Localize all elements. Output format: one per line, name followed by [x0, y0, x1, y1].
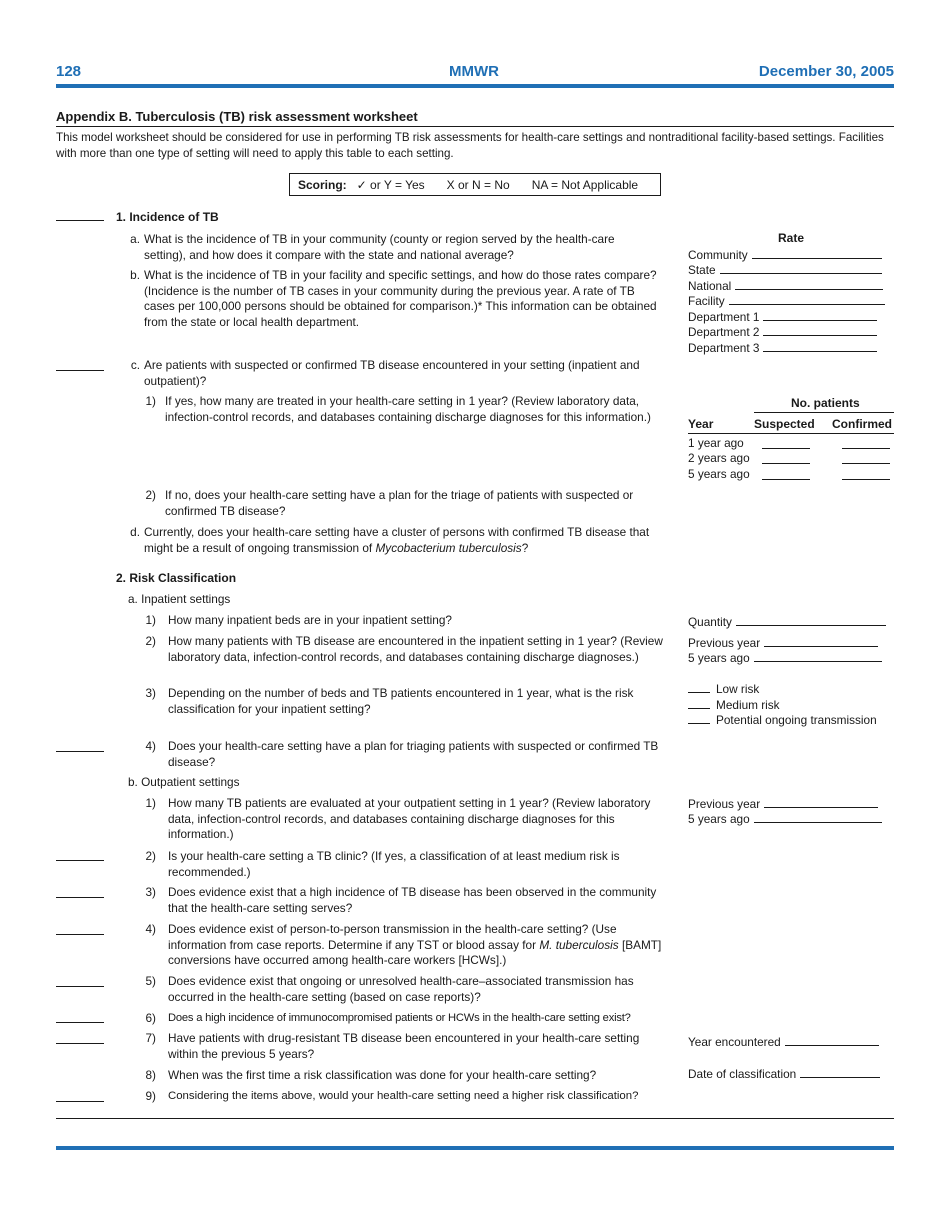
risk-check-blank[interactable]	[688, 697, 710, 709]
scoring-na: NA = Not Applicable	[531, 178, 639, 192]
date-classification-row	[688, 1066, 880, 1083]
rate-label: Department 3	[688, 341, 760, 355]
answer-blank-q2b2[interactable]	[56, 860, 104, 861]
q2b1-number: 1)	[145, 796, 156, 810]
answer-blank-q2b4[interactable]	[56, 934, 104, 935]
q2a3-text: Depending on the number of beds and TB patients encountered in 1 year, what is the risk classification for your inpatient setting?	[168, 686, 634, 716]
confirmed-blank[interactable]	[842, 448, 890, 449]
q1d-text-italic: Mycobacterium tuberculosis	[375, 540, 522, 555]
patients-header-rule	[754, 412, 894, 413]
quantity-label: Quantity	[688, 615, 732, 629]
q2b4-text	[168, 922, 663, 969]
risk-low-label: Low risk	[716, 682, 760, 696]
q2b9-text: Considering the items above, would your health-care setting need a higher risk classification?	[168, 1090, 639, 1102]
q2a3-number: 3)	[145, 686, 156, 700]
q1d-text-pre: Currently, does your health-care setting have a cluster of persons with confirmed TB disease that might be a result of ongoing transmission of	[144, 525, 650, 555]
five-years-blank-2[interactable]	[754, 811, 882, 823]
patients-title: No. patients	[791, 396, 860, 410]
rate-blank[interactable]	[729, 293, 885, 305]
prev-year-blank[interactable]	[764, 635, 878, 647]
q1c-text: Are patients with suspected or confirmed TB disease encountered in your setting (inpatient and outpatient)?	[144, 358, 640, 388]
q2b4-text-italic: M. tuberculosis	[539, 937, 619, 952]
five-years-row-2	[688, 811, 882, 828]
risk-option	[688, 712, 877, 729]
confirmed-blank[interactable]	[842, 463, 890, 464]
q1c2-text: If no, does your health-care setting have a plan for the triage of patients with suspected or confirmed TB disease?	[165, 488, 634, 518]
rate-blank[interactable]	[720, 262, 882, 274]
year-encountered-row	[688, 1034, 879, 1051]
q2b2-number: 2)	[145, 849, 156, 863]
scoring-label: Scoring:	[298, 178, 347, 192]
suspected-blank[interactable]	[762, 479, 810, 480]
intro-text: This model worksheet should be considered for use in performing TB risk assessments for health-care settings and nontraditional facility-based settings. Facilities with more than one type of setting will need to apply this table to each setting.	[56, 131, 884, 160]
q2b2-text: Is your health-care setting a TB clinic? (If yes, a classification of at least medium risk is recommended.)	[168, 849, 620, 879]
header-rule	[56, 84, 894, 88]
risk-option	[688, 681, 759, 698]
q2a4-text: Does your health-care setting have a plan for triaging patients with suspected or confirmed TB disease?	[168, 739, 659, 769]
q1a-number: a.	[130, 232, 140, 246]
confirmed-blank[interactable]	[842, 479, 890, 480]
prev-year-label-2: Previous year	[688, 797, 761, 811]
year-label: 2 years ago	[688, 451, 750, 465]
q2b1-text: How many TB patients are evaluated at your outpatient setting in 1 year? (Review laboratory data, infection-control records, and databases containing discharge diagnoses for this information.)	[168, 796, 651, 842]
answer-blank-s1[interactable]	[56, 220, 104, 221]
prev-year-blank-2[interactable]	[764, 796, 878, 808]
q2a1-number: 1)	[145, 613, 156, 627]
rate-row	[688, 324, 877, 341]
footer-rule	[56, 1118, 894, 1119]
page-number: 128	[56, 63, 82, 80]
prev-year-label: Previous year	[688, 636, 761, 650]
q1d-text-post: ?	[521, 540, 529, 555]
q2b4-number: 4)	[145, 922, 156, 936]
q2b9-number: 9)	[145, 1089, 156, 1103]
q2b6-number: 6)	[145, 1011, 156, 1025]
rate-row	[688, 262, 882, 279]
five-years-label-2: 5 years ago	[688, 812, 750, 826]
rate-blank[interactable]	[763, 324, 877, 336]
scoring-yes: ✓ or Y = Yes	[356, 178, 425, 192]
page-title: Appendix B. Tuberculosis (TB) risk assessment worksheet	[56, 109, 418, 124]
inpatient-heading: a. Inpatient settings	[128, 592, 231, 606]
col-suspected: Suspected	[754, 417, 815, 431]
risk-check-blank[interactable]	[688, 681, 710, 693]
scoring-legend	[289, 173, 661, 196]
q1d-text	[144, 525, 664, 556]
q1b-number: b.	[130, 268, 140, 282]
section-1-title: 1. Incidence of TB	[116, 210, 219, 224]
q2b7-number: 7)	[145, 1031, 156, 1045]
q2b3-text: Does evidence exist that a high incidence of TB disease has been observed in the community that the health-care setting serves?	[168, 885, 657, 915]
risk-potential-label: Potential ongoing transmission	[716, 713, 877, 727]
five-years-row	[688, 650, 882, 667]
scoring-no: X or N = No	[446, 178, 510, 192]
answer-blank-q2a4[interactable]	[56, 751, 104, 752]
q2a2-text: How many patients with TB disease are encountered in the inpatient setting in 1 year? (Review laboratory data, infection-control records, and databases containing discharge diagnoses.)	[168, 634, 663, 664]
rate-blank[interactable]	[763, 309, 877, 321]
rate-row	[688, 340, 877, 357]
answer-blank-q2b9[interactable]	[56, 1101, 104, 1102]
rate-row	[688, 293, 885, 310]
rate-label: Department 2	[688, 325, 760, 339]
patients-col-rule	[688, 433, 894, 434]
five-years-blank[interactable]	[754, 650, 882, 662]
date-classification-label: Date of classification	[688, 1067, 797, 1081]
answer-blank-q1c[interactable]	[56, 370, 104, 371]
q1c1-text: If yes, how many are treated in your health-care setting in 1 year? (Review laboratory data, infection-control records, and databases containing discharge diagnoses for this information.)	[165, 394, 651, 424]
q1c-number: c.	[130, 358, 140, 372]
q1c2-number: 2)	[145, 488, 156, 502]
year-encountered-label: Year encountered	[688, 1035, 781, 1049]
five-years-label: 5 years ago	[688, 651, 750, 665]
rate-label: Facility	[688, 294, 725, 308]
year-encountered-blank[interactable]	[785, 1034, 879, 1046]
rate-label: State	[688, 263, 716, 277]
answer-blank-q2b6[interactable]	[56, 1022, 104, 1023]
risk-check-blank[interactable]	[688, 712, 710, 724]
rate-label: National	[688, 279, 732, 293]
col-year: Year	[688, 417, 714, 431]
quantity-blank[interactable]	[736, 614, 886, 626]
q2b6-text: Does a high incidence of immunocompromised patients or HCWs in the health-care setting exist?	[168, 1012, 631, 1024]
rate-label: Department 1	[688, 310, 760, 324]
rate-title: Rate	[778, 231, 805, 245]
q1d-number: d.	[130, 525, 140, 539]
q1b-text: What is the incidence of TB in your facility and specific settings, and how do those rates compare? (Incidence is the number of TB cases in your community during the previous year. A rate of TB cases per 100,000 persons should be obtained for comparison.)* This information can be obtained from the state or local health department.	[144, 268, 657, 329]
title-rule	[56, 126, 894, 127]
issue-date: December 30, 2005	[758, 63, 894, 80]
q2b8-number: 8)	[145, 1068, 156, 1082]
q2b4-text-post: [BAMT] conversions have occurred among health-care workers [HCWs].)	[168, 937, 662, 968]
rate-blank[interactable]	[752, 247, 882, 259]
q2b5-text: Does evidence exist that ongoing or unresolved health-care–associated transmission has occurred in the health-care setting (based on case reports)?	[168, 974, 634, 1004]
suspected-blank[interactable]	[762, 448, 810, 449]
rate-blank[interactable]	[735, 278, 883, 290]
answer-blank-q2b7[interactable]	[56, 1043, 104, 1044]
risk-medium-label: Medium risk	[716, 698, 780, 712]
q1a-text: What is the incidence of TB in your community (county or region served by the health-care setting), and how does it compare with the state and national average?	[144, 232, 615, 262]
rate-label: Community	[688, 248, 748, 262]
q2b7-text: Have patients with drug-resistant TB disease been encountered in your health-care setting within the previous 5 years?	[168, 1031, 640, 1061]
section-2-title: 2. Risk Classification	[116, 571, 237, 585]
q2b8-text: When was the first time a risk classification was done for your health-care setting?	[168, 1068, 597, 1082]
q2b4-text-pre: Does evidence exist of person-to-person transmission in the health-care setting? (Use information from case reports. Determine if any TST or blood assay for	[168, 922, 617, 952]
q1c1-number: 1)	[145, 394, 156, 408]
q2b3-number: 3)	[145, 885, 156, 899]
q2a2-number: 2)	[145, 634, 156, 648]
suspected-blank[interactable]	[762, 463, 810, 464]
q2a4-number: 4)	[145, 739, 156, 753]
col-confirmed: Confirmed	[832, 417, 892, 431]
date-classification-blank[interactable]	[800, 1066, 880, 1078]
q2a1-text: How many inpatient beds are in your inpatient setting?	[168, 613, 452, 627]
journal-name: MMWR	[449, 63, 499, 80]
rate-blank[interactable]	[763, 340, 877, 352]
answer-blank-q2b3[interactable]	[56, 897, 104, 898]
outpatient-heading: b. Outpatient settings	[128, 775, 240, 789]
answer-blank-q2b5[interactable]	[56, 986, 104, 987]
bottom-rule	[56, 1146, 894, 1150]
year-label: 5 years ago	[688, 467, 750, 481]
q2b5-number: 5)	[145, 974, 156, 988]
year-label: 1 year ago	[688, 436, 744, 450]
quantity-row	[688, 614, 886, 631]
